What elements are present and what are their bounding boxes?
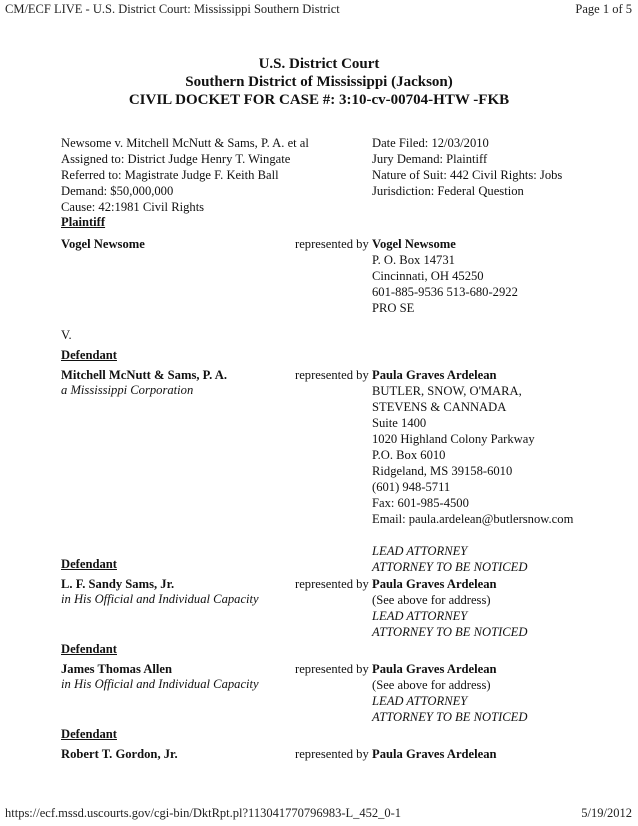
see-above-note: (See above for address) xyxy=(372,678,491,692)
defendant-attorney xyxy=(372,576,527,640)
case-number-heading: CIVIL DOCKET FOR CASE #: 3:10-cv-00704-HTW -FKB xyxy=(128,92,510,108)
jury-demand: Jury Demand: Plaintiff xyxy=(372,152,488,166)
defendant-description: in His Official and Individual Capacity xyxy=(61,677,259,691)
defendant-attorney xyxy=(372,367,573,575)
attorney-name: Paula Graves Ardelean xyxy=(372,662,497,676)
lead-attorney-label: LEAD ATTORNEY xyxy=(372,544,468,558)
attorney-name: Paula Graves Ardelean xyxy=(372,577,497,591)
lead-attorney-label: LEAD ATTORNEY xyxy=(372,694,468,708)
see-above-note: (See above for address) xyxy=(372,593,491,607)
defendant-party xyxy=(61,661,601,725)
attorney-address-line: 1020 Highland Colony Parkway xyxy=(372,432,535,446)
defendant-party xyxy=(61,746,601,764)
defendant-description: in His Official and Individual Capacity xyxy=(61,592,259,606)
defendant-name: James Thomas Allen xyxy=(61,662,173,676)
attorney-address-line: P. O. Box 14731 xyxy=(372,253,455,267)
defendant-role-heading: Defendant xyxy=(61,642,117,656)
represented-by-label: represented by xyxy=(295,368,369,382)
assigned-judge: Assigned to: District Judge Henry T. Wingate xyxy=(61,152,291,166)
attorney-name: Vogel Newsome xyxy=(372,237,456,251)
court-name: U.S. District Court xyxy=(258,56,380,72)
plaintiff-name: Vogel Newsome xyxy=(61,237,145,251)
defendant-name: Mitchell McNutt & Sams, P. A. xyxy=(61,368,228,382)
defendant-name: Robert T. Gordon, Jr. xyxy=(61,747,178,761)
cause: Cause: 42:1981 Civil Rights xyxy=(61,200,205,214)
jurisdiction: Jurisdiction: Federal Question xyxy=(372,184,524,198)
defendant-description: a Mississippi Corporation xyxy=(61,383,194,397)
represented-by-label: represented by xyxy=(295,662,369,676)
attorney-address-line: Ridgeland, MS 39158-6010 xyxy=(372,464,513,478)
demand: Demand: $50,000,000 xyxy=(61,184,174,198)
attorney-email: Email: paula.ardelean@butlersnow.com xyxy=(372,512,574,526)
attorney-name: Paula Graves Ardelean xyxy=(372,747,497,761)
attorney-address-line: P.O. Box 6010 xyxy=(372,448,446,462)
date-filed: Date Filed: 12/03/2010 xyxy=(372,136,489,150)
defendant-name: L. F. Sandy Sams, Jr. xyxy=(61,577,175,591)
represented-by-label: represented by xyxy=(295,747,369,761)
versus: V. xyxy=(61,328,72,342)
represented-by-label: represented by xyxy=(295,237,369,251)
case-info-right xyxy=(372,135,562,199)
nature-of-suit: Nature of Suit: 442 Civil Rights: Jobs xyxy=(372,168,563,182)
plaintiff-role-heading: Plaintiff xyxy=(61,215,106,229)
attorney-name: Paula Graves Ardelean xyxy=(372,368,497,382)
page-url: https://ecf.mssd.uscourts.gov/cgi-bin/DktRpt.pl?113041770796983-L_452_0-1 xyxy=(5,806,402,820)
case-caption: Newsome v. Mitchell McNutt & Sams, P. A. et al xyxy=(61,136,309,150)
attorney-phone: (601) 948-5711 xyxy=(372,480,451,494)
page-number: Page 1 of 5 xyxy=(575,2,632,16)
attorney-notice-label: ATTORNEY TO BE NOTICED xyxy=(372,625,528,639)
attorney-status: PRO SE xyxy=(372,301,415,315)
attorney-phone: 601-885-9536 513-680-2922 xyxy=(372,285,518,299)
attorney-address-line: Suite 1400 xyxy=(372,416,427,430)
referred-judge: Referred to: Magistrate Judge F. Keith Ball xyxy=(61,168,279,182)
attorney-notice-label: ATTORNEY TO BE NOTICED xyxy=(372,560,528,574)
plaintiff-attorney xyxy=(372,236,518,316)
defendant-attorney xyxy=(372,661,527,725)
defendant-party xyxy=(61,576,601,640)
defendant-role-heading: Defendant xyxy=(61,348,117,362)
defendant-role-heading: Defendant xyxy=(61,727,117,741)
print-date: 5/19/2012 xyxy=(581,806,632,820)
attorney-firm: BUTLER, SNOW, O'MARA, xyxy=(372,384,522,398)
plaintiff-party xyxy=(61,236,601,316)
docket-title xyxy=(0,55,638,109)
attorney-notice-label: ATTORNEY TO BE NOTICED xyxy=(372,710,528,724)
attorney-fax: Fax: 601-985-4500 xyxy=(372,496,469,510)
represented-by-label: represented by xyxy=(295,577,369,591)
lead-attorney-label: LEAD ATTORNEY xyxy=(372,609,468,623)
defendant-attorney xyxy=(372,746,497,762)
court-district: Southern District of Mississippi (Jackson) xyxy=(185,74,453,90)
case-info-left xyxy=(61,135,309,215)
attorney-firm: STEVENS & CANNADA xyxy=(372,400,507,414)
header-title: CM/ECF LIVE - U.S. District Court: Mississippi Southern District xyxy=(5,2,340,16)
spacer xyxy=(372,527,573,543)
defendant-role-heading: Defendant xyxy=(61,557,117,571)
attorney-address-line: Cincinnati, OH 45250 xyxy=(372,269,484,283)
